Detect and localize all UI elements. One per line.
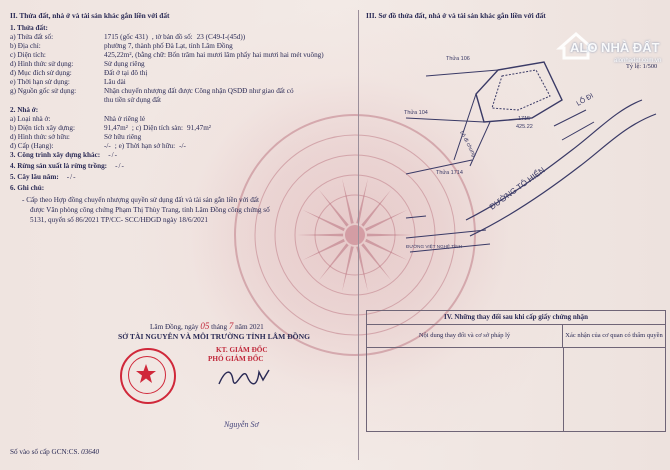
- land-line-3: d) Hình thức sử dụng: Sử dụng riêng: [10, 60, 145, 68]
- land-line-6: g) Nguồn gốc sử dụng: Nhận chuyển nhượng đất được Công nhận QSDĐ như giao đất có: [10, 87, 294, 95]
- registry-number: Số vào sổ cấp GCN:CS. 03640: [10, 448, 100, 456]
- other-line-3: 6. Ghi chú:: [10, 184, 45, 192]
- section-ii-title: II. Thửa đất, nhà ở và tài sản khác gắn liền với đất: [10, 11, 170, 20]
- other-line-2: 5. Cây lâu năm: -/-: [10, 173, 77, 181]
- land-line-0: a) Thửa đất số: 1715 (gốc 431) , tờ bản đồ số: 23 (C49-I-(45d)): [10, 33, 246, 41]
- note-line-1: được Văn phòng công chứng Phạm Thị Thùy Trang, tỉnh Lâm Đồng công chứng số: [30, 206, 270, 214]
- page-divider: [358, 10, 359, 460]
- land-line-2: c) Diện tích: 425,22m², (bằng chữ: Bốn trăm hai mươi lăm phẩy hai mươi hai mét vuông): [10, 51, 324, 59]
- signature: [215, 362, 275, 392]
- map-label-parcel-1715: 1715: [518, 116, 531, 122]
- map-label-parcel-104: Thửa 104: [404, 110, 428, 116]
- land-line-1: b) Địa chỉ: phường 7, thành phố Đà Lạt, tỉnh Lâm Đồng: [10, 42, 233, 50]
- map-label-main-road: ĐƯỜNG TÔ HIẾN: [487, 165, 547, 212]
- map-label-bottom-road: ĐƯỜNG VIỆT NGHỆ TĨNH: [406, 244, 462, 249]
- note-line-2: 5131, quyển số 86/2021 TP/CC- SCC/HĐGD ngày 18/6/2021: [30, 216, 208, 224]
- map-scale: Tỷ lệ: 1/500: [626, 63, 658, 70]
- site-watermark: [556, 10, 668, 74]
- section-iii-title: III. Sơ đồ thửa đất, nhà ở và tài sản khác gắn liền với đất: [366, 11, 546, 20]
- map-label-area: 425.22: [516, 124, 533, 130]
- note-line-0: - Cấp theo Hợp đồng chuyển nhượng quyền sử dụng đất và tài sản gắn liền với đất: [22, 196, 259, 204]
- house-title: 2. Nhà ở:: [10, 106, 39, 114]
- sign-kt: KT. GIÁM ĐỐC: [216, 346, 268, 354]
- changes-table-title: IV. Những thay đổi sau khi cấp giấy chứng nhận: [367, 311, 665, 325]
- map-label-lo-di: LỐ ĐI: [575, 92, 595, 108]
- changes-col-content: Nội dung thay đổi và cơ sở pháp lý: [367, 325, 563, 348]
- issue-date: Lâm Đồng, ngày 05 tháng 7 năm 2021: [150, 321, 264, 331]
- changes-table: [366, 310, 666, 432]
- official-stamp: [120, 348, 176, 404]
- other-line-1: 4. Rừng sản xuất là rừng trồng: -/-: [10, 162, 125, 170]
- parcel-map: [366, 40, 662, 280]
- house-line-2: d) Hình thức sở hữu: Sở hữu riêng: [10, 133, 142, 141]
- map-label-parcel-106: Thửa 106: [446, 56, 470, 62]
- changes-col-confirm: Xác nhận của cơ quan có thẩm quyền: [563, 325, 665, 348]
- land-title: 1. Thửa đất:: [10, 24, 48, 32]
- signer-name: Nguyễn Sơ: [224, 420, 259, 429]
- other-line-0: 3. Công trình xây dựng khác: -/-: [10, 151, 118, 159]
- house-line-0: a) Loại nhà ở: Nhà ở riêng lẻ: [10, 115, 146, 123]
- map-label-shared-lane: Lô đi chung: [458, 130, 477, 159]
- land-line-7: thu tiền sử dụng đất: [104, 96, 161, 104]
- sign-role: PHÓ GIÁM ĐỐC: [208, 355, 264, 363]
- issuing-authority: SỞ TÀI NGUYÊN VÀ MÔI TRƯỜNG TỈNH LÂM ĐỒNG: [118, 332, 310, 341]
- watermark-brand: ALO NHÀ ĐẤT: [570, 40, 660, 55]
- land-line-4: đ) Mục đích sử dụng: Đất ở tại đô thị: [10, 69, 148, 77]
- map-label-parcel-1714: Thửa 1714: [436, 170, 463, 176]
- house-line-1: b) Diện tích xây dựng: 91,47m² ; c) Diện tích sàn: 91,47m²: [10, 124, 211, 132]
- watermark-url: alonhadat.com.vn: [614, 58, 662, 64]
- land-line-5: e) Thời hạn sử dụng: Lâu dài: [10, 78, 126, 86]
- house-line-3: đ) Cấp (Hạng): -/- ; e) Thời hạn sở hữu: -/-: [10, 142, 186, 150]
